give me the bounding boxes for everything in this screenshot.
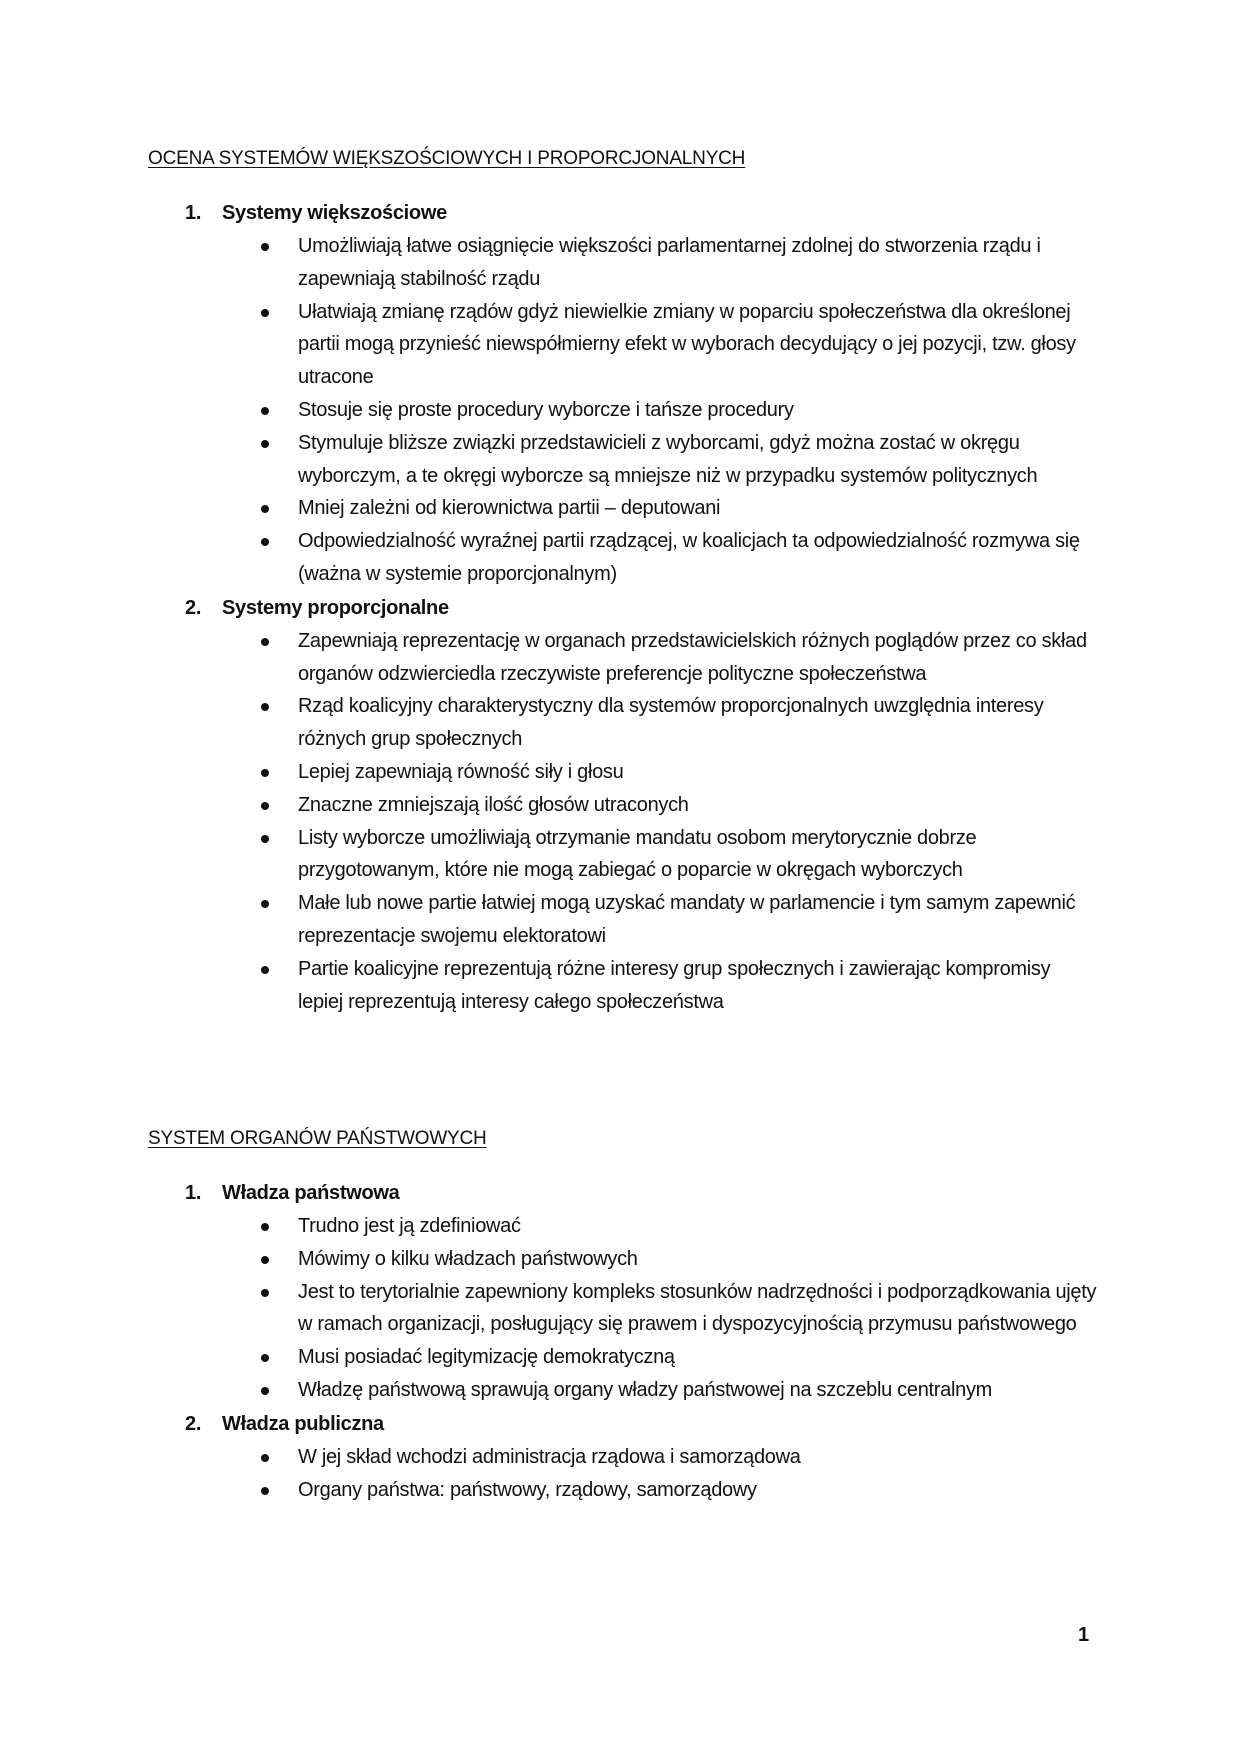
bullet-dot-icon: [261, 900, 269, 908]
bullet-dot-icon: [261, 966, 269, 974]
bullet-list: [148, 230, 1108, 591]
bullet-item: [148, 1243, 1108, 1276]
bullet-text: Małe lub nowe partie łatwiej mogą uzyskać mandaty w parlamencie i tym samym zapewnić reprezentacje swojemu elektoratowi: [298, 892, 1076, 947]
bullet-dot-icon: [261, 243, 269, 251]
bullet-dot-icon: [261, 538, 269, 546]
bullet-item: [148, 822, 1108, 888]
list-item: [148, 1407, 1108, 1507]
bullet-item: [148, 1210, 1108, 1243]
section-heading: OCENA SYSTEMÓW WIĘKSZOŚCIOWYCH I PROPORCJONALNYCH: [148, 148, 746, 169]
bullet-text: Lepiej zapewniają równość siły i głosu: [298, 760, 624, 783]
section-heading: SYSTEM ORGANÓW PAŃSTWOWYCH: [148, 1128, 487, 1149]
bullet-item: [148, 1276, 1108, 1342]
bullet-text: Mówimy o kilku władzach państwowych: [298, 1247, 638, 1270]
bullet-dot-icon: [261, 703, 269, 711]
bullet-dot-icon: [261, 1454, 269, 1462]
bullet-item: [148, 394, 1108, 427]
bullet-dot-icon: [261, 1354, 269, 1362]
bullet-dot-icon: [261, 1387, 269, 1395]
bullet-text: Władzę państwową sprawują organy władzy państwowej na szczeblu centralnym: [298, 1378, 992, 1401]
bullet-dot-icon: [261, 835, 269, 843]
item-heading: [148, 1407, 1108, 1441]
bullet-dot-icon: [261, 505, 269, 513]
item-number: 1.: [185, 1182, 202, 1204]
page-number: 1: [1078, 1624, 1090, 1646]
bullet-item: [148, 230, 1108, 296]
bullet-item: [148, 1374, 1108, 1407]
numbered-list: [148, 196, 1108, 1018]
bullet-list: [148, 1441, 1108, 1507]
bullet-dot-icon: [261, 407, 269, 415]
bullet-item: [148, 789, 1108, 822]
bullet-item: [148, 1474, 1108, 1507]
item-title: Systemy proporcjonalne: [222, 596, 449, 619]
bullet-dot-icon: [261, 1487, 269, 1495]
bullet-dot-icon: [261, 638, 269, 646]
bullet-item: [148, 1341, 1108, 1374]
bullet-item: [148, 953, 1108, 1019]
bullet-list: [148, 1210, 1108, 1407]
bullet-item: [148, 756, 1108, 789]
item-title: Władza państwowa: [222, 1182, 400, 1204]
item-number: 1.: [185, 202, 202, 224]
bullet-text: Znaczne zmniejszają ilość głosów utraconych: [298, 793, 689, 816]
bullet-text: Zapewniają reprezentację w organach przedstawicielskich różnych poglądów przez co skład organów odzwierciedla rzeczywiste preferencje polityczne społeczeństwa: [298, 629, 1087, 685]
bullet-dot-icon: [261, 1289, 269, 1297]
item-heading: [148, 1176, 1108, 1210]
bullet-item: [148, 625, 1108, 691]
bullet-list: [148, 625, 1108, 1019]
bullet-text: Ułatwiają zmianę rządów gdyż niewielkie zmiany w poparciu społeczeństwa dla określonej partii mogą przynieść niewspółmierny efekt w wyborach decydujący o jej pozycji, tzw. głosy utracone: [298, 300, 1076, 389]
bullet-text: Rząd koalicyjny charakterystyczny dla systemów proporcjonalnych uwzględnia interesy różnych grup społecznych: [298, 695, 1044, 751]
list-item: [148, 1176, 1108, 1407]
bullet-item: [148, 296, 1108, 394]
bullet-text: Organy państwa: państwowy, rządowy, samorządowy: [298, 1478, 757, 1501]
bullet-item: [148, 492, 1108, 525]
bullet-dot-icon: [261, 440, 269, 448]
bullet-dot-icon: [261, 309, 269, 317]
bullet-item: [148, 690, 1108, 756]
bullet-text: Musi posiadać legitymizację demokratyczną: [298, 1346, 675, 1369]
item-number: 2.: [185, 1412, 202, 1435]
bullet-text: Partie koalicyjne reprezentują różne interesy grup społecznych i zawierając kompromisy lepiej reprezentują interesy całego społeczeństwa: [298, 957, 1051, 1013]
item-title: Systemy większościowe: [222, 202, 447, 224]
bullet-dot-icon: [261, 802, 269, 810]
bullet-text: Listy wyborcze umożliwiają otrzymanie mandatu osobom merytorycznie dobrze przygotowanym, które nie mogą zabiegać o poparcie w okręgach wyborczych: [298, 826, 977, 882]
numbered-list: [148, 1176, 1108, 1506]
bullet-dot-icon: [261, 1223, 269, 1231]
bullet-dot-icon: [261, 1256, 269, 1264]
bullet-item: [148, 887, 1108, 953]
item-number: 2.: [185, 596, 202, 619]
item-heading: [148, 591, 1108, 625]
list-item: [148, 196, 1108, 591]
bullet-text: Odpowiedzialność wyraźnej partii rządzącej, w koalicjach ta odpowiedzialność rozmywa się (ważna w systemie proporcjonalnym): [298, 530, 1080, 585]
bullet-text: Stymuluje bliższe związki przedstawicieli z wyborcami, gdyż można zostać w okręgu wyborczym, a te okręgi wyborcze są mniejsze niż w przypadku systemów politycznych: [298, 431, 1038, 487]
bullet-text: Trudno jest ją zdefiniować: [298, 1215, 521, 1237]
item-title: Władza publiczna: [222, 1412, 384, 1435]
bullet-item: [148, 1441, 1108, 1474]
bullet-text: W jej skład wchodzi administracja rządowa i samorządowa: [298, 1445, 801, 1468]
bullet-item: [148, 525, 1108, 591]
bullet-text: Jest to terytorialnie zapewniony kompleks stosunków nadrzędności i podporządkowania ujęty w ramach organizacji, posługujący się prawem i dyspozycyjnością przymusu państwowego: [298, 1280, 1097, 1336]
list-item: [148, 591, 1108, 1019]
bullet-dot-icon: [261, 769, 269, 777]
bullet-item: [148, 427, 1108, 493]
bullet-text: Stosuje się proste procedury wyborcze i tańsze procedury: [298, 398, 794, 421]
bullet-text: Umożliwiają łatwe osiągnięcie większości parlamentarnej zdolnej do stworzenia rządu i zapewniają stabilność rządu: [298, 235, 1041, 290]
item-heading: [148, 196, 1108, 230]
bullet-text: Mniej zależni od kierownictwa partii – deputowani: [298, 497, 721, 520]
